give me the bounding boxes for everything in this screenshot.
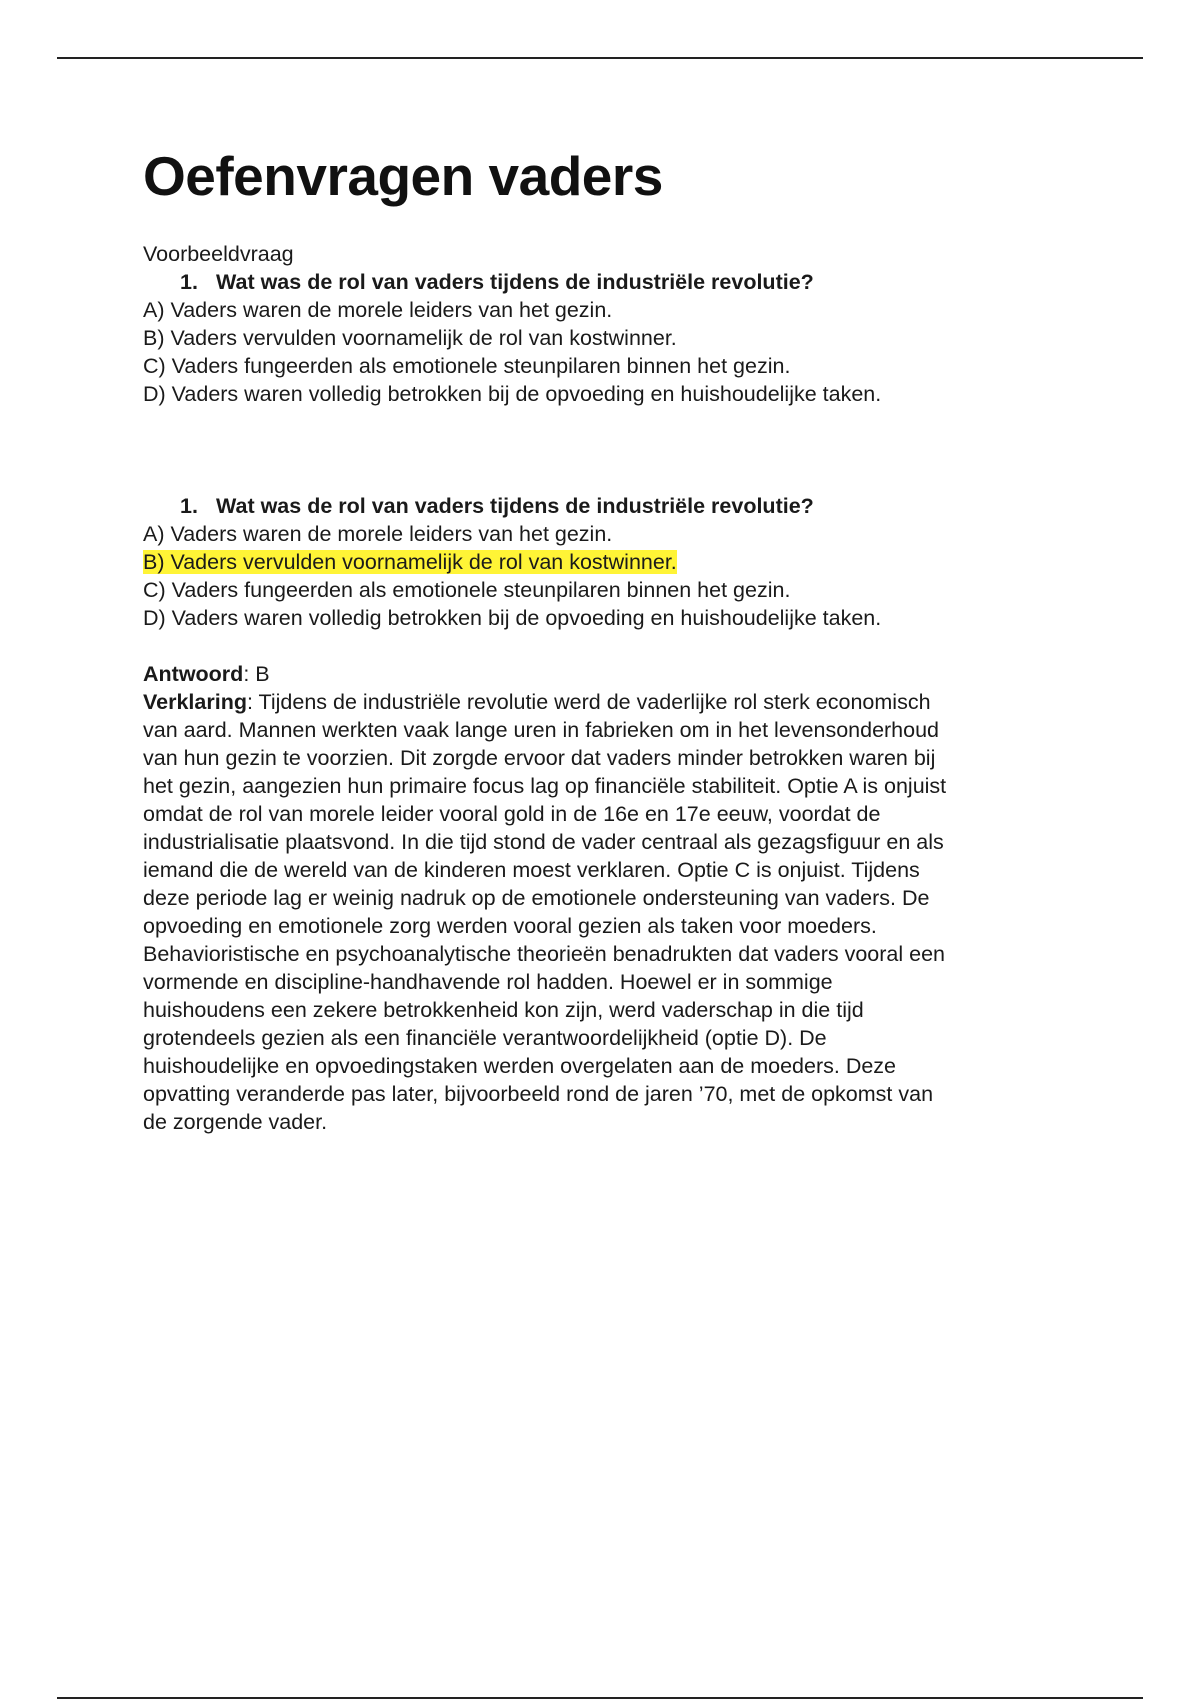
explanation-line: industrialisatie plaatsvond. In die tijd stond de vader centraal als gezagsfiguur en als [143,830,944,854]
answer-value: : B [243,662,270,686]
option-b: B) Vaders vervulden voornamelijk de rol van kostwinner. [143,326,677,350]
spacer [143,632,1073,660]
explanation-line: huishoudelijke en opvoedingstaken werden overgelaten aan de moeders. Deze [143,1054,897,1078]
option-b-correct [143,548,1073,576]
option-d: D) Vaders waren volledig betrokken bij de opvoeding en huishoudelijke taken. [143,606,882,630]
answer-line [143,660,1073,688]
option-a: A) Vaders waren de morele leiders van het gezin. [143,522,613,546]
option-a: A) Vaders waren de morele leiders van het gezin. [143,298,613,322]
option-c: C) Vaders fungeerden als emotionele steunpilaren binnen het gezin. [143,354,791,378]
explanation-paragraph [143,688,1073,1136]
explanation-line: deze periode lag er weinig nadruk op de emotionele ondersteuning van vaders. De [143,886,930,910]
explanation-line: huishoudens een zekere betrokkenheid kon zijn, werd vaderschap in die tijd [143,998,864,1022]
question-number: 1. [180,270,198,294]
spacer [143,408,1073,492]
document-body [143,140,1073,1136]
explanation-line: de zorgende vader. [143,1110,328,1134]
header-rule [57,57,1143,59]
explanation-line: vormende en discipline-handhavende rol hadden. Hoewel er in sommige [143,970,833,994]
footer-rule [57,1697,1143,1699]
explanation-line: Behavioristische en psychoanalytische theorieën benadrukten dat vaders vooral een [143,942,945,966]
explanation-line: van aard. Mannen werkten vaak lange uren in fabrieken om in het levensonderhoud [143,718,940,742]
answer-label: Antwoord [143,662,244,686]
highlighted-answer: B) Vaders vervulden voornamelijk de rol van kostwinner. [143,550,677,574]
explanation-line: iemand die de wereld van de kinderen moest verklaren. Optie C is onjuist. Tijdens [143,858,920,882]
explanation-line: opvatting veranderde pas later, bijvoorbeeld rond de jaren ’70, met de opkomst van [143,1082,934,1106]
option-c: C) Vaders fungeerden als emotionele steunpilaren binnen het gezin. [143,578,791,602]
explanation-line: van hun gezin te voorzien. Dit zorgde ervoor dat vaders minder betrokken waren bij [143,746,936,770]
question-text: Wat was de rol van vaders tijdens de industriële revolutie? [216,270,814,294]
page-title: Oefenvragen vaders [143,145,663,207]
explanation-text: : Tijdens de industriële revolutie werd de vaderlijke rol sterk economisch [246,690,931,714]
question-text: Wat was de rol van vaders tijdens de industriële revolutie? [216,494,814,518]
explanation-line: het gezin, aangezien hun primaire focus lag op financiële stabiliteit. Optie A is onjuist [143,774,947,798]
explanation-label: Verklaring [143,690,247,714]
explanation-line: grotendeels gezien als een financiële verantwoordelijkheid (optie D). De [143,1026,827,1050]
explanation-line: omdat de rol van morele leider vooral gold in de 16e en 17e eeuw, voordat de [143,802,881,826]
explanation-line [143,688,1073,716]
question-1-heading [143,268,1073,296]
question-2-heading [143,492,1073,520]
explanation-line: opvoeding en emotionele zorg werden vooral gezien als taken voor moeders. [143,914,877,938]
question-number: 1. [180,494,198,518]
option-d: D) Vaders waren volledig betrokken bij de opvoeding en huishoudelijke taken. [143,382,882,406]
example-label: Voorbeeldvraag [143,242,294,266]
